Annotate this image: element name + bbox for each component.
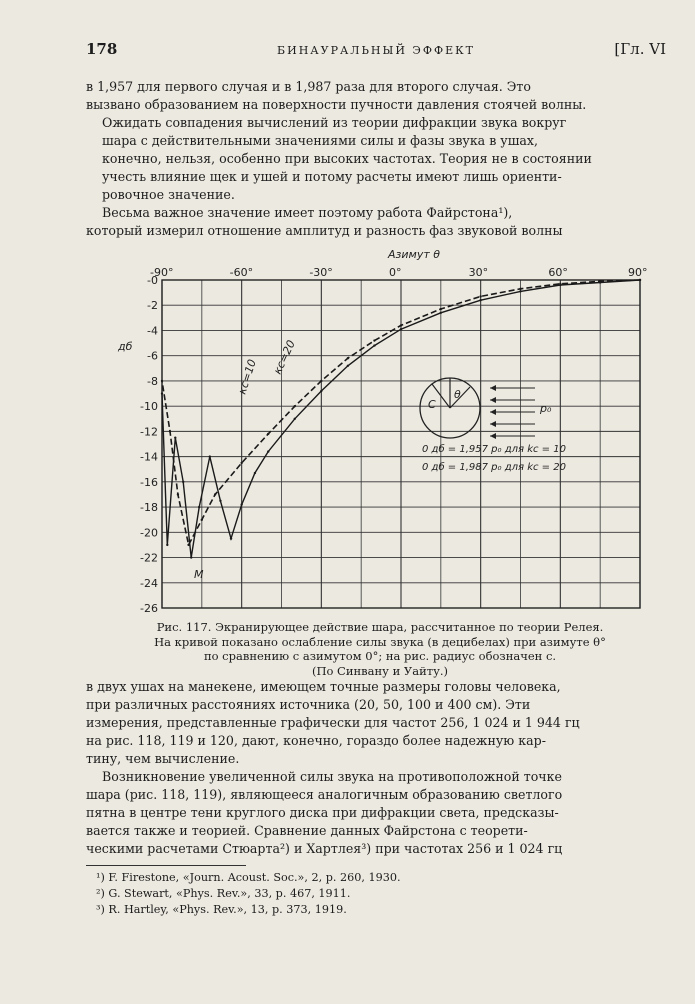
series-point [599, 281, 601, 283]
series-point [240, 503, 242, 505]
paragraph [86, 78, 666, 114]
footnote: ¹) F. Firestone, «Journ. Acoust. Soc.», 2, p. 260, 1930. [96, 871, 401, 884]
text-line: Весьма важное значение имеет поэтому работа Файрстона¹), [102, 205, 513, 220]
x-tick-labels [150, 266, 648, 279]
series-point [519, 288, 521, 290]
y-tick-label: -20 [140, 526, 158, 540]
text-line: ровочное значение. [102, 187, 235, 202]
curve-label-kc20: кс=20 [270, 338, 298, 377]
y-tick-label: -26 [140, 602, 158, 615]
y-tick-labels [140, 274, 158, 615]
text-line: измерения, представленные графически для частот 256, 1 024 и 1 944 гц [86, 715, 580, 730]
series-point [267, 433, 269, 435]
footnote: ²) G. Stewart, «Phys. Rev.», 33, p. 467, 1911. [96, 887, 351, 900]
footnotes [96, 870, 656, 918]
x-tick-label: 30° [468, 266, 489, 279]
series-point [320, 390, 322, 392]
text-line: учесть влияние щек и ушей и потому расчеты имеют лишь ориенти- [102, 169, 562, 184]
text-line: шара с действительными значениями силы и фазы звука в ушах, [102, 133, 539, 148]
x-tick-label: -30° [309, 266, 333, 279]
body-text-top [86, 78, 666, 240]
series-point [440, 308, 442, 310]
series-point [177, 493, 179, 495]
text-line: вается также и теорией. Сравнение данных Файрстона с теорети- [86, 823, 528, 838]
inset-legend-kc20: 0 дб = 1,987 p₀ для kс = 20 [422, 462, 566, 473]
series-point [182, 481, 184, 483]
series-point [320, 380, 322, 382]
text-line: в 1,957 для первого случая и в 1,987 раза для второго случая. Это [86, 79, 531, 94]
azimuth-axis-title: Азимут θ [388, 250, 440, 261]
inset-label-c: C [428, 398, 436, 411]
series-point [214, 493, 216, 495]
text-line: конечно, нельзя, особенно при высоких частотах. Теория не в состоянии [102, 151, 592, 166]
caption-line: На кривой показано ослабление силы звука (в децибелах) при азимуте θ° [154, 634, 606, 649]
text-line: при различных расстояниях источника (20, 50, 100 и 400 см). Эти [86, 697, 531, 712]
series-point [169, 430, 171, 432]
text-line: ческими расчетами Стюарта²) и Хартлея³) при частотах 256 и 1 024 гц [86, 841, 563, 856]
shielding-chart [110, 250, 670, 615]
y-unit-label: дб [118, 340, 133, 353]
text-line: вызвано образованием на поверхности пучности давления стоячей волны. [86, 97, 587, 112]
x-tick-label: -90° [150, 266, 174, 279]
text-line: Ожидать совпадения вычислений из теории дифракции звука вокруг [102, 115, 567, 130]
series-point [219, 500, 221, 502]
series-point [373, 344, 375, 346]
series-point [347, 357, 349, 359]
incident-wave-arrows [490, 385, 535, 439]
series-point [240, 462, 242, 464]
x-tick-label: 0° [389, 266, 402, 279]
series-point [230, 537, 232, 539]
text-line: в двух ушах на манекене, имеющем точные размеры головы человека, [86, 679, 561, 694]
y-tick-label: -18 [140, 501, 158, 515]
y-tick-label: -14 [140, 450, 158, 464]
paragraph [86, 678, 666, 768]
body-text-bottom [86, 678, 666, 858]
text-line: на рис. 118, 119 и 120, дают, конечно, гораздо более надежную кар- [86, 733, 546, 748]
series-point [373, 339, 375, 341]
paragraph [86, 768, 666, 858]
footnote: ³) R. Hartley, «Phys. Rev.», 13, p. 373, 1919. [96, 903, 347, 916]
series-point [254, 472, 256, 474]
y-tick-label: -4 [147, 324, 158, 338]
y-tick-label: -22 [140, 551, 158, 565]
y-tick-label: -10 [140, 400, 158, 414]
series-point [559, 284, 561, 286]
y-tick-label: -6 [147, 349, 158, 363]
series-point [479, 299, 481, 301]
series-point [479, 295, 481, 297]
paragraph [86, 204, 666, 240]
series-point [519, 290, 521, 292]
wave-arrow-head [490, 433, 496, 439]
text-line: Возникновение увеличенной силы звука на противоположной точке [102, 769, 562, 784]
caption-line: (По Синвану и Уайту.) [311, 663, 449, 678]
series-point [174, 436, 176, 438]
series-point [166, 544, 168, 546]
series-point [639, 279, 641, 281]
y-tick-label: -8 [147, 374, 158, 388]
wave-arrow-head [490, 385, 496, 391]
series-point [294, 405, 296, 407]
text-line: тину, чем вычисление. [86, 751, 240, 766]
wave-arrow-head [490, 421, 496, 427]
x-tick-label: -60° [229, 266, 254, 279]
y-tick-label: -16 [140, 475, 158, 489]
x-tick-label: 90° [628, 266, 648, 279]
wave-arrow-head [490, 397, 496, 403]
running-title: БИНАУРАЛЬНЫЙ ЭФФЕКТ [277, 44, 475, 57]
series-point [190, 556, 192, 558]
caption-line: Рис. 117. Экранирующее действие шара, рассчитанное по теории Релея. [156, 620, 604, 634]
figure-caption [120, 620, 640, 678]
chapter-label: [Гл. VI [614, 40, 666, 58]
text-line: который измерил отношение амплитуд и разность фаз звуковой волны [86, 223, 563, 238]
y-tick-label: -2 [147, 299, 158, 313]
series-point [267, 450, 269, 452]
marker-m-label: M [194, 568, 204, 581]
series-point [209, 455, 211, 457]
caption-line: по сравнению с азимутом 0°; на рис. радиус обозначен c. [203, 649, 557, 663]
inset-label-theta: θ [454, 388, 461, 401]
y-tick-label: -24 [140, 576, 158, 590]
text-line: шара (рис. 118, 119), являющееся аналогичным образованию светлого [86, 787, 563, 802]
y-tick-label: -12 [140, 425, 158, 439]
page-header [86, 40, 666, 60]
series-point [400, 328, 402, 330]
inset-label-p0: p₀ [540, 402, 552, 415]
footnote-rule [86, 865, 246, 866]
curve-label-kc10: кс=10 [235, 357, 259, 396]
series-point [201, 518, 203, 520]
y-tick-label: -0 [147, 274, 158, 287]
series-point [161, 380, 163, 382]
wave-arrow-head [490, 409, 496, 415]
series-point [198, 506, 200, 508]
inset-legend-kc10: 0 дб = 1,957 p₀ для kс = 10 [422, 444, 566, 455]
page-number: 178 [86, 40, 118, 58]
paragraph [86, 114, 666, 204]
series-point [440, 312, 442, 314]
sphere-inset-diagram [420, 378, 566, 473]
text-line: пятна в центре тени круглого диска при дифракции света, предсказы- [86, 805, 559, 820]
series-point [347, 365, 349, 367]
series-point [161, 392, 163, 394]
series-point [400, 324, 402, 326]
series-point [294, 418, 296, 420]
x-tick-label: 60° [548, 266, 568, 279]
